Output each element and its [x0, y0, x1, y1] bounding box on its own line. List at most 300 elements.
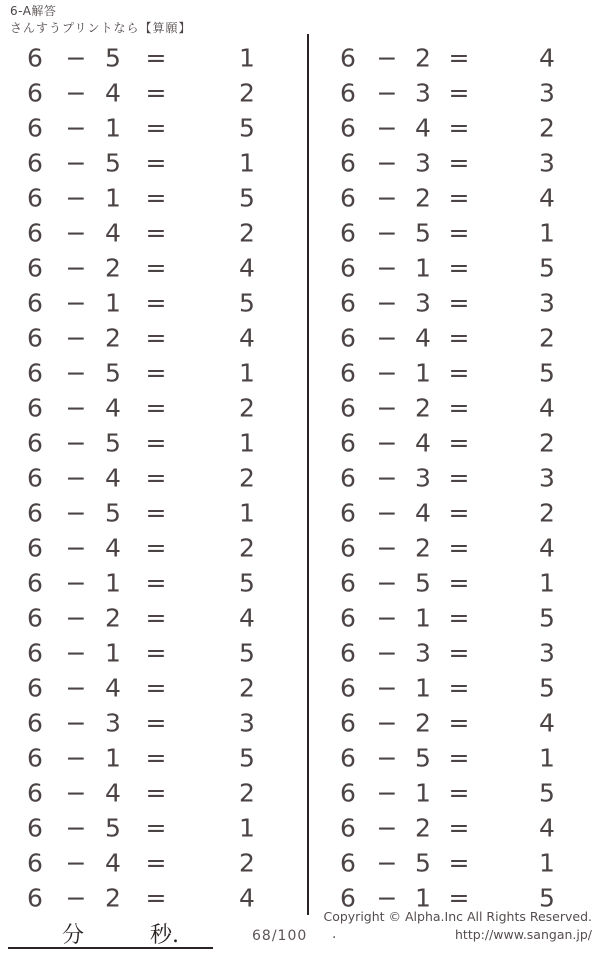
equals-sign: = [145, 113, 167, 142]
answer-value: 1 [239, 148, 255, 177]
subtrahend-value: 2 [105, 883, 121, 912]
problem-row [0, 775, 307, 810]
equals-sign: = [145, 393, 167, 422]
problem-row [0, 355, 307, 390]
answer-value: 4 [239, 603, 255, 632]
minus-sign-icon: − [376, 148, 398, 177]
subtrahend-value: 5 [415, 848, 431, 877]
equals-sign: = [448, 393, 470, 422]
subtrahend-value: 2 [105, 323, 121, 352]
subtrahend-value: 5 [105, 148, 121, 177]
answer-value: 5 [539, 253, 555, 282]
subtrahend-value: 4 [105, 218, 121, 247]
answer-value: 1 [239, 43, 255, 72]
answer-value: 5 [239, 183, 255, 212]
answer-value: 3 [539, 288, 555, 317]
problem-row [0, 600, 307, 635]
answer-value: 2 [239, 533, 255, 562]
minus-sign-icon: − [376, 638, 398, 667]
minus-sign-icon: − [376, 743, 398, 772]
problem-row [308, 810, 600, 845]
equals-sign: = [448, 568, 470, 597]
page-header [10, 3, 192, 37]
problem-row [308, 670, 600, 705]
minus-sign-icon: − [65, 288, 87, 317]
problem-row [0, 215, 307, 250]
minuend-value: 6 [340, 533, 356, 562]
answer-value: 4 [539, 813, 555, 842]
answer-value: 2 [539, 428, 555, 457]
minuend-value: 6 [27, 183, 43, 212]
time-underline [8, 947, 213, 949]
minuend-value: 6 [27, 253, 43, 282]
minus-sign-icon: − [376, 848, 398, 877]
equals-sign: = [145, 813, 167, 842]
equals-sign: = [145, 603, 167, 632]
subtrahend-value: 5 [415, 743, 431, 772]
subtrahend-value: 4 [415, 113, 431, 142]
answer-value: 4 [539, 393, 555, 422]
subtrahend-value: 4 [105, 393, 121, 422]
subtrahend-value: 3 [415, 638, 431, 667]
subtrahend-value: 5 [105, 498, 121, 527]
answer-value: 5 [239, 743, 255, 772]
minuend-value: 6 [27, 113, 43, 142]
equals-sign: = [145, 78, 167, 107]
minus-sign-icon: − [65, 428, 87, 457]
minus-sign-icon: − [376, 673, 398, 702]
answer-value: 3 [239, 708, 255, 737]
problem-row [0, 425, 307, 460]
equals-sign: = [448, 253, 470, 282]
minuend-value: 6 [27, 743, 43, 772]
answer-value: 2 [539, 498, 555, 527]
problem-row [308, 460, 600, 495]
equals-sign: = [448, 813, 470, 842]
equals-sign: = [145, 568, 167, 597]
minutes-label: 分 [62, 923, 85, 948]
problem-row [308, 250, 600, 285]
problem-row [308, 110, 600, 145]
subtrahend-value: 1 [105, 183, 121, 212]
problem-row [308, 145, 600, 180]
minus-sign-icon: − [65, 218, 87, 247]
answer-value: 2 [239, 848, 255, 877]
minuend-value: 6 [340, 43, 356, 72]
minus-sign-icon: − [65, 848, 87, 877]
answer-value: 1 [539, 743, 555, 772]
problems-column-left [0, 40, 307, 915]
equals-sign: = [145, 708, 167, 737]
minus-sign-icon: − [65, 533, 87, 562]
answer-value: 1 [539, 568, 555, 597]
equals-sign: = [448, 288, 470, 317]
minus-sign-icon: − [376, 428, 398, 457]
problems-column-right [308, 40, 600, 915]
problem-row [308, 390, 600, 425]
problem-row [0, 670, 307, 705]
answer-value: 1 [239, 358, 255, 387]
equals-sign: = [448, 358, 470, 387]
equals-sign: = [145, 743, 167, 772]
minus-sign-icon: − [65, 393, 87, 422]
minuend-value: 6 [340, 393, 356, 422]
problem-row [308, 320, 600, 355]
subtrahend-value: 1 [415, 673, 431, 702]
equals-sign: = [145, 218, 167, 247]
answer-value: 2 [239, 778, 255, 807]
page-subtitle: さんすうプリントなら【算願】 [10, 21, 192, 35]
subtrahend-value: 3 [415, 78, 431, 107]
problem-row [308, 495, 600, 530]
subtrahend-value: 2 [415, 813, 431, 842]
minuend-value: 6 [27, 673, 43, 702]
equals-sign: = [448, 673, 470, 702]
subtrahend-value: 1 [105, 288, 121, 317]
answer-value: 4 [239, 323, 255, 352]
equals-sign: = [145, 883, 167, 912]
minuend-value: 6 [27, 43, 43, 72]
minus-sign-icon: − [376, 498, 398, 527]
equals-sign: = [145, 323, 167, 352]
minuend-value: 6 [340, 743, 356, 772]
copyright-url: http://www.sangan.jp/ [455, 927, 592, 942]
subtrahend-value: 2 [415, 708, 431, 737]
answer-value: 1 [239, 813, 255, 842]
subtrahend-value: 4 [105, 848, 121, 877]
minuend-value: 6 [27, 638, 43, 667]
minus-sign-icon: − [65, 743, 87, 772]
answer-value: 5 [239, 288, 255, 317]
equals-sign: = [448, 183, 470, 212]
equals-sign: = [145, 778, 167, 807]
minus-sign-icon: − [376, 883, 398, 912]
subtrahend-value: 4 [105, 78, 121, 107]
equals-sign: = [145, 148, 167, 177]
minuend-value: 6 [340, 218, 356, 247]
minus-sign-icon: − [376, 358, 398, 387]
equals-sign: = [145, 288, 167, 317]
problem-row [308, 355, 600, 390]
problem-row [308, 75, 600, 110]
problem-row [0, 705, 307, 740]
equals-sign: = [145, 638, 167, 667]
minus-sign-icon: − [376, 603, 398, 632]
minuend-value: 6 [340, 498, 356, 527]
minus-sign-icon: − [376, 393, 398, 422]
minus-sign-icon: − [65, 883, 87, 912]
minuend-value: 6 [27, 148, 43, 177]
problem-row [308, 600, 600, 635]
minus-sign-icon: − [376, 43, 398, 72]
equals-sign: = [448, 148, 470, 177]
minus-sign-icon: − [376, 463, 398, 492]
answer-value: 4 [539, 43, 555, 72]
answer-value: 5 [239, 638, 255, 667]
problem-row [0, 495, 307, 530]
subtrahend-value: 5 [105, 813, 121, 842]
minuend-value: 6 [27, 848, 43, 877]
equals-sign: = [448, 78, 470, 107]
answer-value: 1 [539, 218, 555, 247]
problem-row [308, 215, 600, 250]
subtrahend-value: 2 [415, 43, 431, 72]
page-title: 6-A解答 [10, 4, 57, 18]
minus-sign-icon: − [376, 78, 398, 107]
minuend-value: 6 [340, 358, 356, 387]
minus-sign-icon: − [376, 253, 398, 282]
minus-sign-icon: − [376, 778, 398, 807]
equals-sign: = [448, 603, 470, 632]
subtrahend-value: 5 [105, 428, 121, 457]
answer-value: 3 [539, 78, 555, 107]
minus-sign-icon: − [376, 533, 398, 562]
minuend-value: 6 [27, 708, 43, 737]
answer-value: 4 [539, 708, 555, 737]
copyright-text: Copyright © Alpha.Inc All Rights Reserved. [323, 909, 592, 924]
subtrahend-value: 4 [415, 428, 431, 457]
minus-sign-icon: − [65, 603, 87, 632]
minuend-value: 6 [27, 603, 43, 632]
subtrahend-value: 3 [415, 463, 431, 492]
minuend-value: 6 [340, 253, 356, 282]
minuend-value: 6 [340, 638, 356, 667]
minuend-value: 6 [340, 183, 356, 212]
subtrahend-value: 1 [415, 358, 431, 387]
minuend-value: 6 [27, 498, 43, 527]
subtrahend-value: 1 [415, 253, 431, 282]
problem-row [0, 530, 307, 565]
subtrahend-value: 2 [105, 603, 121, 632]
minuend-value: 6 [27, 218, 43, 247]
minus-sign-icon: − [65, 813, 87, 842]
minus-sign-icon: − [376, 323, 398, 352]
answer-value: 2 [239, 218, 255, 247]
minus-sign-icon: − [65, 463, 87, 492]
equals-sign: = [145, 428, 167, 457]
answer-value: 1 [539, 848, 555, 877]
equals-sign: = [145, 358, 167, 387]
equals-sign: = [448, 778, 470, 807]
subtrahend-value: 5 [415, 218, 431, 247]
answer-value: 2 [239, 393, 255, 422]
problem-row [0, 110, 307, 145]
subtrahend-value: 5 [105, 358, 121, 387]
minuend-value: 6 [340, 148, 356, 177]
seconds-label: 秒. [150, 923, 179, 948]
minus-sign-icon: − [376, 568, 398, 597]
equals-sign: = [145, 498, 167, 527]
equals-sign: = [448, 428, 470, 457]
subtrahend-value: 5 [105, 43, 121, 72]
page-number: 68/100 [252, 928, 308, 944]
minuend-value: 6 [340, 708, 356, 737]
minus-sign-icon: − [65, 673, 87, 702]
answer-value: 3 [539, 463, 555, 492]
answer-value: 2 [239, 78, 255, 107]
subtrahend-value: 1 [105, 113, 121, 142]
problem-row [0, 565, 307, 600]
answer-value: 4 [239, 883, 255, 912]
answer-value: 2 [539, 113, 555, 142]
subtrahend-value: 4 [105, 778, 121, 807]
minus-sign-icon: − [376, 813, 398, 842]
minuend-value: 6 [340, 673, 356, 702]
answer-value: 5 [539, 603, 555, 632]
equals-sign: = [145, 253, 167, 282]
answer-value: 5 [539, 358, 555, 387]
subtrahend-value: 3 [105, 708, 121, 737]
subtrahend-value: 4 [105, 533, 121, 562]
minuend-value: 6 [340, 848, 356, 877]
answer-value: 5 [239, 568, 255, 597]
subtrahend-value: 1 [415, 778, 431, 807]
problem-row [308, 845, 600, 880]
minuend-value: 6 [27, 358, 43, 387]
answer-value: 5 [539, 673, 555, 702]
problem-row [308, 740, 600, 775]
equals-sign: = [448, 533, 470, 562]
minuend-value: 6 [27, 323, 43, 352]
answer-value: 3 [539, 638, 555, 667]
minuend-value: 6 [27, 813, 43, 842]
minus-sign-icon: − [65, 568, 87, 597]
minuend-value: 6 [27, 568, 43, 597]
minus-sign-icon: − [65, 708, 87, 737]
answer-value: 5 [539, 883, 555, 912]
page-footer [0, 900, 600, 954]
minuend-value: 6 [27, 533, 43, 562]
problem-row [0, 320, 307, 355]
equals-sign: = [145, 848, 167, 877]
problem-row [0, 460, 307, 495]
stray-period: . [332, 926, 337, 942]
equals-sign: = [448, 638, 470, 667]
minus-sign-icon: − [65, 78, 87, 107]
equals-sign: = [145, 673, 167, 702]
subtrahend-value: 1 [105, 743, 121, 772]
minuend-value: 6 [27, 883, 43, 912]
answer-value: 2 [239, 463, 255, 492]
subtrahend-value: 3 [415, 288, 431, 317]
answer-value: 2 [539, 323, 555, 352]
problem-row [308, 530, 600, 565]
minuend-value: 6 [27, 428, 43, 457]
minus-sign-icon: − [65, 43, 87, 72]
answer-value: 1 [239, 428, 255, 457]
problem-row [308, 775, 600, 810]
subtrahend-value: 4 [105, 463, 121, 492]
minuend-value: 6 [340, 78, 356, 107]
equals-sign: = [448, 463, 470, 492]
problem-row [0, 145, 307, 180]
equals-sign: = [145, 183, 167, 212]
minuend-value: 6 [340, 288, 356, 317]
minuend-value: 6 [340, 113, 356, 142]
minus-sign-icon: − [376, 708, 398, 737]
problem-row [0, 390, 307, 425]
minus-sign-icon: − [65, 638, 87, 667]
equals-sign: = [448, 498, 470, 527]
minuend-value: 6 [340, 463, 356, 492]
subtrahend-value: 5 [415, 568, 431, 597]
equals-sign: = [448, 883, 470, 912]
subtrahend-value: 1 [415, 603, 431, 632]
minus-sign-icon: − [376, 183, 398, 212]
minus-sign-icon: − [65, 778, 87, 807]
answer-value: 4 [539, 533, 555, 562]
subtrahend-value: 1 [105, 568, 121, 597]
minuend-value: 6 [340, 568, 356, 597]
answer-value: 1 [239, 498, 255, 527]
answer-value: 4 [239, 253, 255, 282]
problem-row [308, 285, 600, 320]
subtrahend-value: 4 [105, 673, 121, 702]
subtrahend-value: 4 [415, 323, 431, 352]
problem-row [0, 635, 307, 670]
problem-row [0, 845, 307, 880]
minus-sign-icon: − [65, 148, 87, 177]
minuend-value: 6 [27, 463, 43, 492]
equals-sign: = [145, 43, 167, 72]
subtrahend-value: 2 [105, 253, 121, 282]
problem-row [308, 425, 600, 460]
minuend-value: 6 [27, 393, 43, 422]
minus-sign-icon: − [376, 113, 398, 142]
minuend-value: 6 [340, 778, 356, 807]
equals-sign: = [448, 743, 470, 772]
copyright-block [323, 908, 592, 944]
answer-value: 3 [539, 148, 555, 177]
minuend-value: 6 [340, 603, 356, 632]
problem-row [0, 75, 307, 110]
problem-row [0, 810, 307, 845]
subtrahend-value: 1 [105, 638, 121, 667]
minuend-value: 6 [340, 883, 356, 912]
problem-row [0, 740, 307, 775]
answer-value: 4 [539, 183, 555, 212]
minuend-value: 6 [27, 778, 43, 807]
subtrahend-value: 1 [415, 883, 431, 912]
answer-value: 5 [239, 113, 255, 142]
problem-row [308, 635, 600, 670]
problem-row [0, 250, 307, 285]
subtrahend-value: 4 [415, 498, 431, 527]
equals-sign: = [448, 43, 470, 72]
minus-sign-icon: − [65, 113, 87, 142]
problem-row [308, 565, 600, 600]
problem-row [308, 705, 600, 740]
equals-sign: = [448, 708, 470, 737]
minuend-value: 6 [27, 78, 43, 107]
minus-sign-icon: − [65, 498, 87, 527]
equals-sign: = [145, 533, 167, 562]
problem-row [0, 285, 307, 320]
subtrahend-value: 2 [415, 533, 431, 562]
subtrahend-value: 2 [415, 183, 431, 212]
problem-row [308, 180, 600, 215]
equals-sign: = [145, 463, 167, 492]
minuend-value: 6 [340, 323, 356, 352]
subtrahend-value: 2 [415, 393, 431, 422]
minuend-value: 6 [340, 428, 356, 457]
answer-value: 2 [239, 673, 255, 702]
minus-sign-icon: − [65, 183, 87, 212]
subtrahend-value: 3 [415, 148, 431, 177]
equals-sign: = [448, 848, 470, 877]
problem-row [0, 40, 307, 75]
minus-sign-icon: − [65, 323, 87, 352]
